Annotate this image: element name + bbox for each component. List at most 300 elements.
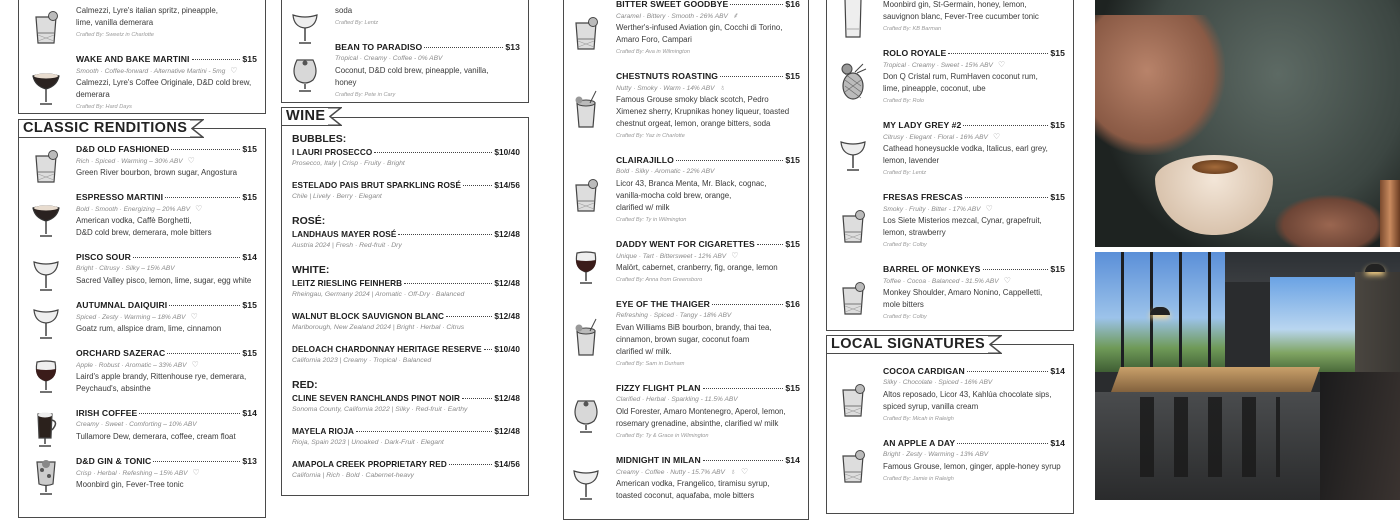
- item-description: vanilla-mocha cold brew, orange,: [616, 191, 732, 200]
- menu-item[interactable]: [19, 455, 265, 491]
- wine-description: Austria 2024 | Fresh · Red-fruit · Dry: [292, 242, 402, 249]
- wine-header: [281, 107, 342, 126]
- banner-notch-icon: [190, 119, 204, 138]
- item-description: Famous Grouse smoky black scotch, Pedro: [616, 95, 769, 104]
- section-title: WINE: [281, 107, 328, 126]
- item-name: WAKE AND BAKE MARTINI: [76, 54, 190, 64]
- bar-interior-photo: [1095, 252, 1400, 500]
- menu-item[interactable]: [19, 143, 265, 179]
- wine-title-row: [292, 180, 520, 192]
- coupe-glass-icon: [837, 132, 869, 174]
- section-title: CLASSIC RENDITIONS: [18, 119, 190, 138]
- item-title-row: [76, 53, 257, 65]
- banner-notch-icon: [988, 335, 1002, 354]
- wine-item[interactable]: [292, 147, 520, 180]
- item-price: $14: [785, 455, 800, 465]
- wine-name: WALNUT BLOCK SAUVIGNON BLANC: [292, 312, 444, 321]
- item-price: $13: [242, 456, 257, 466]
- pendant-lamp: [1365, 264, 1385, 272]
- item-name: COCOA CARDIGAN: [883, 366, 965, 376]
- dot-leader: [484, 349, 493, 350]
- menu-item[interactable]: [19, 347, 265, 395]
- tags-text: Clarified · Herbal · Sparkling - 11.5% ABV: [616, 396, 738, 403]
- dot-leader: [967, 371, 1049, 372]
- dot-leader: [153, 461, 240, 462]
- bartender-hand: [1095, 15, 1225, 155]
- dot-leader: [449, 464, 493, 465]
- wine-item[interactable]: [292, 229, 520, 262]
- wine-title-row: [292, 459, 520, 471]
- item-name: FIZZY FLIGHT PLAN: [616, 383, 701, 393]
- wine-section-label: WHITE:: [292, 264, 330, 276]
- dot-leader: [965, 197, 1049, 198]
- item-title-row: [616, 238, 800, 250]
- cocktail-panel-col1-top: [18, 0, 266, 114]
- item-description: Coconut, D&D cold brew, pineapple, vanilla,: [335, 66, 489, 75]
- dot-leader: [757, 244, 783, 245]
- item-price: $15: [1050, 120, 1065, 130]
- item-price: $15: [242, 54, 257, 64]
- item-description: Monkey Shoulder, Amaro Nonino, Cappelletti,: [883, 288, 1043, 297]
- menu-item[interactable]: [564, 154, 808, 226]
- wine-price: $12/48: [494, 427, 520, 436]
- item-description: American vodka, Caffè Borghetti,: [76, 216, 192, 225]
- item-tags: [76, 263, 257, 275]
- wine-name: DELOACH CHARDONNAY HERITAGE RESERVE: [292, 345, 482, 354]
- item-name: DADDY WENT FOR CIGARETTES: [616, 239, 755, 249]
- heart-icon: ♡: [195, 204, 203, 213]
- item-description: cinnamon, brown sugar, coconut foam: [616, 335, 750, 344]
- wine-item[interactable]: [292, 426, 520, 459]
- item-title-row: [76, 299, 257, 311]
- julep-glass-icon: [570, 317, 602, 359]
- item-tags: [883, 275, 1065, 287]
- tags-text: Bold · Smooth · Energizing – 20% ABV: [76, 206, 191, 213]
- rocks-glass-icon: [837, 204, 869, 246]
- wine-price: $10/40: [494, 148, 520, 157]
- wine-item[interactable]: [292, 311, 520, 344]
- item-description: Laird's apple brandy, Rittenhouse rye, demerara,: [76, 372, 247, 381]
- tags-text: Creamy · Coffee · Nutty - 15.7% ABV: [616, 469, 725, 476]
- bar-stools: [1140, 397, 1280, 477]
- item-description: clarified w/ milk: [616, 203, 670, 212]
- dot-leader: [948, 53, 1048, 54]
- wine-description: California | Rich · Bold · Cabernet-heavy: [292, 472, 414, 479]
- item-price: $14: [242, 252, 257, 262]
- item-description: spiced syrup, vanilla cream: [883, 402, 979, 411]
- item-price: $15: [1050, 48, 1065, 58]
- cocktail-list: [19, 5, 265, 125]
- crafted-by: Crafted By: Yaz in Charlotte: [616, 133, 685, 139]
- menu-item[interactable]: [282, 41, 528, 101]
- item-name: AUTUMNAL DAIQUIRI: [76, 300, 168, 310]
- tags-text: Citrusy · Elegant · Floral - 16% ABV: [883, 134, 988, 141]
- crafted-by: Crafted By: Rolo: [883, 98, 925, 104]
- julep-glass-icon: [570, 89, 602, 131]
- highball-glass-icon: [837, 0, 869, 41]
- wine-title-row: [292, 393, 520, 405]
- crafted-by: Crafted By: Anna from Greensboro: [616, 277, 703, 283]
- item-tags: [616, 250, 800, 262]
- menu-item[interactable]: [564, 238, 808, 286]
- dot-leader: [424, 47, 503, 48]
- crafted-by: Crafted By: Hard Days: [76, 104, 132, 110]
- wine-name: I LAURI PROSECCO: [292, 148, 373, 157]
- tags-text: Bold · Silky · Aromatic - 22% ABV: [616, 168, 715, 175]
- cocktail-list: [19, 143, 265, 503]
- window-back: [1270, 277, 1355, 372]
- item-title-row: [76, 407, 257, 419]
- heart-icon: ♡: [230, 66, 238, 75]
- wine-description: Prosecco, Italy | Crisp · Fruity · Bright: [292, 160, 405, 167]
- wine-price: $12/48: [494, 279, 520, 288]
- item-title-row: [76, 143, 257, 155]
- cocktail-panel-col3: [563, 0, 809, 520]
- tags-text: Tropical · Creamy · Sweet - 15% ABV: [883, 62, 993, 69]
- heart-icon: ♡: [997, 60, 1006, 69]
- item-tags: [616, 166, 800, 178]
- dot-leader: [133, 257, 240, 258]
- menu-item[interactable]: [19, 251, 265, 287]
- bar-tables: [1110, 367, 1320, 395]
- item-tags: [616, 10, 800, 22]
- item-price: $15: [785, 155, 800, 165]
- wine-price: $12/48: [494, 394, 520, 403]
- martini-glass-icon: [30, 66, 62, 108]
- menu-item[interactable]: [19, 299, 265, 335]
- item-tags: [76, 359, 257, 371]
- item-description: Goatz rum, allspice dram, lime, cinnamon: [76, 324, 222, 333]
- cocktail-list: [282, 5, 528, 113]
- item-name: BITTER SWEET GOODBYE: [616, 0, 729, 9]
- item-description: D&D cold brew, demerara, mole bitters: [76, 228, 212, 237]
- item-tags: [616, 394, 800, 406]
- menu-item[interactable]: [827, 263, 1073, 323]
- menu-item[interactable]: [564, 298, 808, 370]
- item-tags: [883, 131, 1065, 143]
- item-name: CHESTNUTS ROASTING: [616, 71, 719, 81]
- item-name: ROLO ROYALE: [883, 48, 947, 58]
- wine-description: Chile | Lively · Berry · Elegant: [292, 193, 382, 200]
- jigger: [1380, 180, 1400, 247]
- crafted-by: Crafted By: Lentz: [883, 170, 927, 176]
- wheat-icon: ⸙: [732, 11, 739, 20]
- cocktail-list: [827, 0, 1073, 335]
- wine-price: $14/56: [494, 181, 520, 190]
- item-description: Altos reposado, Licor 43, Kahlúa chocolate sips,: [883, 390, 1052, 399]
- tags-text: Apple · Robust · Aromatic – 33% ABV: [76, 362, 187, 369]
- crafted-by: Crafted By: Ty in Wilmington: [616, 217, 687, 223]
- wine-section-label: RED:: [292, 379, 318, 391]
- crafted-by: Crafted By: Lentz: [335, 20, 379, 26]
- item-title-row: [616, 382, 800, 394]
- item-description: lemon, strawberry: [883, 228, 946, 237]
- item-name: MIDNIGHT IN MILAN: [616, 455, 701, 465]
- item-tags: [76, 467, 257, 479]
- heart-icon: ♡: [985, 204, 993, 213]
- acorn-icon: ♁: [719, 83, 726, 92]
- menu-item[interactable]: [827, 47, 1073, 107]
- crafted-by: Crafted By: Ty & Grace in Wilmington: [616, 433, 709, 439]
- tags-text: Tropical · Creamy · Coffee - 0% ABV: [335, 55, 443, 62]
- item-price: $15: [242, 300, 257, 310]
- item-name: EYE OF THE THAIGER: [616, 299, 710, 309]
- wine-price: $10/40: [494, 345, 520, 354]
- wine-name: MAYELA RIOJA: [292, 427, 355, 436]
- tags-text: Refreshing · Spiced · Tangy - 18% ABV: [616, 312, 732, 319]
- heart-icon: ♡: [731, 251, 739, 260]
- dot-leader: [703, 460, 784, 461]
- dot-leader: [165, 197, 240, 198]
- dot-leader: [957, 443, 1048, 444]
- wine-item[interactable]: [292, 278, 520, 311]
- cocktail-list: [564, 0, 808, 514]
- item-title-row: [76, 191, 257, 203]
- wine-panel: [281, 117, 529, 496]
- menu-item[interactable]: [282, 5, 528, 29]
- dot-leader: [462, 398, 492, 399]
- tags-text: Bright · Citrusy · Silky – 15% ABV: [76, 265, 175, 272]
- dot-leader: [463, 185, 492, 186]
- menu-item[interactable]: [19, 5, 265, 41]
- wine-name: ESTELADO PAIS BRUT SPARKLING ROSÉ: [292, 181, 462, 190]
- item-name: MY LADY GREY #2: [883, 120, 962, 130]
- item-title-row: [883, 263, 1065, 275]
- classic-renditions-header: [18, 119, 204, 138]
- rocks-glass-icon: [30, 144, 62, 186]
- heart-icon: ♡: [190, 312, 198, 321]
- menu-item[interactable]: [19, 53, 265, 113]
- item-title-row: [883, 191, 1065, 203]
- item-price: $15: [1050, 192, 1065, 202]
- menu-item[interactable]: [827, 365, 1073, 425]
- wine-item[interactable]: [292, 180, 520, 213]
- wine-item[interactable]: [292, 459, 520, 492]
- item-description: Malört, cabernet, cranberry, fig, orange, lemon: [616, 263, 778, 272]
- menu-item[interactable]: [827, 191, 1073, 251]
- tags-text: Bright · Zesty · Warming - 13% ABV: [883, 451, 989, 458]
- local-signatures-panel: [826, 344, 1074, 514]
- item-price: $15: [242, 348, 257, 358]
- crafted-by: Crafted By: Sam in Durham: [616, 361, 685, 367]
- mug-glass-icon: [30, 408, 62, 450]
- item-description: lemon, lavender: [883, 156, 940, 165]
- item-title-row: [76, 251, 257, 263]
- item-title-row: [76, 347, 257, 359]
- crafted-by: Crafted By: Micah in Raleigh: [883, 416, 954, 422]
- wine-title-row: [292, 344, 520, 356]
- rocks-glass-icon: [570, 11, 602, 53]
- dot-leader: [703, 388, 784, 389]
- item-price: $15: [242, 144, 257, 154]
- banner-notch-icon: [328, 107, 342, 126]
- wine-title-row: [292, 229, 520, 241]
- dot-leader: [171, 149, 240, 150]
- heart-icon: ♡: [992, 132, 1001, 141]
- item-description: Calmezzi, Lyre's italian spritz, pineapple,: [76, 6, 218, 15]
- rocks-glass-icon: [570, 173, 602, 215]
- item-tags: [883, 377, 1065, 389]
- item-title-row: [616, 298, 800, 310]
- wine-description: California 2023 | Creamy · Tropical · Balanced: [292, 357, 432, 364]
- dot-leader: [398, 234, 492, 235]
- dot-leader: [192, 59, 241, 60]
- wine-list: [292, 131, 520, 492]
- item-description: demerara: [76, 90, 110, 99]
- item-price: $14: [1050, 438, 1065, 448]
- pendant-lamp: [1150, 307, 1170, 315]
- item-name: ESPRESSO MARTINI: [76, 192, 164, 202]
- crafted-by: Crafted By: Sweetz in Charlotte: [76, 32, 155, 38]
- item-price: $13: [505, 42, 520, 52]
- item-tags: [616, 466, 800, 478]
- item-title-row: [883, 119, 1065, 131]
- coupe-glass-icon: [30, 300, 62, 342]
- item-name: BARREL OF MONKEYS: [883, 264, 981, 274]
- tags-text: Smooth · Coffee-forward · Alternative Martini - 5mg: [76, 68, 226, 75]
- item-description: Cathead honeysuckle vodka, Italicus, earl grey,: [883, 144, 1048, 153]
- dot-leader: [167, 353, 240, 354]
- snifter-glass-icon: [570, 395, 602, 437]
- goblet-glass-icon: [30, 456, 62, 498]
- item-description: Don Q Cristal rum, RumHaven coconut rum,: [883, 72, 1038, 81]
- local-signatures-header: [826, 335, 1002, 354]
- menu-item[interactable]: [827, 0, 1073, 35]
- menu-item[interactable]: [564, 382, 808, 442]
- menu-item[interactable]: [827, 119, 1073, 179]
- tags-text: Toffee · Cocoa · Balanced - 31.5% ABV: [883, 278, 999, 285]
- dot-leader: [730, 4, 783, 5]
- item-tags: [76, 155, 257, 167]
- item-description: lime, pineapple, coconut, ube: [883, 84, 986, 93]
- item-description: honey: [335, 78, 357, 87]
- item-description: soda: [335, 6, 353, 15]
- item-description: Ximenez sherry, Krupnikas honey liqueur, toasted: [616, 107, 790, 116]
- wine-description: Rheingau, Germany 2024 | Aromatic · Off-Dry · Balanced: [292, 291, 465, 298]
- wine-title-row: [292, 278, 520, 290]
- orange-garnish: [1192, 160, 1238, 174]
- rocks-glass-icon: [837, 276, 869, 318]
- menu-item[interactable]: [19, 407, 265, 443]
- item-price: $14: [1050, 366, 1065, 376]
- item-description: chestnut orgeat, lemon, orange bitters, soda: [616, 119, 771, 128]
- dot-leader: [374, 152, 492, 153]
- acorn-icon: ♁: [729, 467, 736, 476]
- cocktail-panel-col4-top: [826, 0, 1074, 331]
- tags-text: Spiced · Zesty · Warming – 18% ABV: [76, 314, 186, 321]
- item-description: Old Forester, Amaro Montenegro, Aperol, lemon,: [616, 407, 786, 416]
- item-title-row: [616, 0, 800, 10]
- item-description: Licor 43, Branca Menta, Mr. Black, cognac,: [616, 179, 767, 188]
- wine-title-row: [292, 311, 520, 323]
- tiki-glass-icon: [837, 60, 869, 102]
- item-title-row: [616, 70, 800, 82]
- item-name: ORCHARD SAZERAC: [76, 348, 166, 358]
- item-tags: [616, 310, 800, 322]
- item-description: Tullamore Dew, demerara, coffee, cream float: [76, 432, 236, 441]
- classic-renditions-panel: [18, 128, 266, 518]
- item-name: CLAIRAJILLO: [616, 155, 674, 165]
- item-tags: [76, 65, 257, 77]
- crafted-by: Crafted By: Pete in Cary: [335, 92, 396, 98]
- cocktail-photo: [1095, 0, 1400, 247]
- crafted-by: Crafted By: Colby: [883, 242, 927, 248]
- dot-leader: [356, 431, 492, 432]
- menu-item[interactable]: [564, 70, 808, 142]
- dot-leader: [712, 304, 783, 305]
- item-price: $14: [242, 408, 257, 418]
- item-description: rosemary grenadine, absinthe, clarified w/ milk: [616, 419, 779, 428]
- rocks-glass-icon: [837, 378, 869, 420]
- item-title-row: [616, 154, 800, 166]
- item-description: American vodka, Frangelico, tiramisu syrup,: [616, 479, 770, 488]
- item-price: $15: [785, 383, 800, 393]
- wine-description: Rioja, Spain 2023 | Unoaked · Dark-Fruit · Elegant: [292, 439, 444, 446]
- wine-glass-icon: [570, 245, 602, 287]
- dot-leader: [139, 413, 240, 414]
- item-title-row: [883, 47, 1065, 59]
- item-price: $15: [242, 192, 257, 202]
- item-description: Sacred Valley pisco, lemon, lime, sugar, egg white: [76, 276, 252, 285]
- menu-item[interactable]: [564, 454, 808, 502]
- item-tags: [76, 311, 257, 323]
- item-description: Werther's-infused Aviation gin, Cocchi di Torino,: [616, 23, 783, 32]
- tags-text: Unique · Tart · Bittersweet - 12% ABV: [616, 253, 727, 260]
- coupe-glass-icon: [570, 461, 602, 503]
- crafted-by: Crafted By: KB Barman: [883, 26, 942, 32]
- item-description: mole bitters: [883, 300, 924, 309]
- item-description: Green River bourbon, brown sugar, Angostura: [76, 168, 237, 177]
- wine-price: $14/56: [494, 460, 520, 469]
- item-name: D&D OLD FASHIONED: [76, 144, 170, 154]
- item-description: clarified w/ milk.: [616, 347, 672, 356]
- item-description: sauvignon blanc, Fever-Tree cucumber tonic: [883, 12, 1039, 21]
- wine-item[interactable]: [292, 393, 520, 426]
- wine-name: LEITZ RIESLING FEINHERB: [292, 279, 403, 288]
- item-name: PISCO SOUR: [76, 252, 131, 262]
- item-price: $15: [1050, 264, 1065, 274]
- item-tags: [883, 449, 1065, 461]
- tags-text: Smoky · Fruity · Bitter - 17% ABV: [883, 206, 981, 213]
- item-tags: [883, 59, 1065, 71]
- item-title-row: [616, 454, 800, 466]
- wine-item[interactable]: [292, 344, 520, 377]
- tags-text: Silky · Chocolate · Spiced - 16% ABV: [883, 379, 993, 386]
- item-description: lime, vanilla demerara: [76, 18, 154, 27]
- item-name: FRESAS FRESCAS: [883, 192, 963, 202]
- wine-section-label: ROSÉ:: [292, 215, 326, 227]
- item-title-row: [335, 41, 520, 53]
- tags-text: Nutty · Smoky · Warm - 14% ABV: [616, 85, 715, 92]
- crafted-by: Crafted By: Colby: [883, 314, 927, 320]
- wine-name: LANDHAUS MAYER ROSÉ: [292, 230, 397, 239]
- dot-leader: [720, 76, 783, 77]
- wine-title-row: [292, 147, 520, 159]
- item-price: $16: [785, 0, 800, 9]
- item-description: Moonbird gin, St-Germain, honey, lemon,: [883, 0, 1027, 9]
- menu-item[interactable]: [564, 0, 808, 58]
- martini-glass-icon: [30, 198, 62, 240]
- item-price: $15: [785, 239, 800, 249]
- heart-icon: ♡: [740, 467, 749, 476]
- wine-price: $12/48: [494, 230, 520, 239]
- heart-icon: ♡: [192, 468, 200, 477]
- menu-item[interactable]: [827, 437, 1073, 485]
- wine-title-row: [292, 426, 520, 438]
- menu-item[interactable]: [19, 191, 265, 239]
- tags-text: Rich · Spiced · Warming – 30% ABV: [76, 158, 183, 165]
- item-name: AN APPLE A DAY: [883, 438, 956, 448]
